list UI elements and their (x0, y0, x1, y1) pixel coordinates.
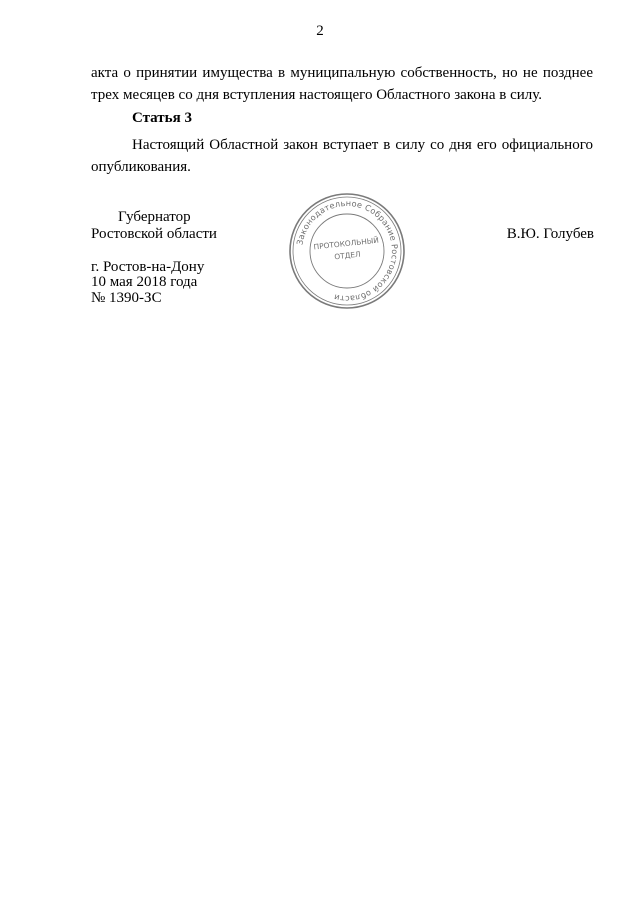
signer-region: Ростовской области (91, 226, 217, 242)
law-number: № 1390-ЗС (91, 290, 162, 306)
svg-text:Законодательное Собрание Росто: Законодательное Собрание Ростовской области (294, 197, 401, 305)
page-number: 2 (316, 23, 324, 39)
issue-date: 10 мая 2018 года (91, 274, 198, 290)
signer-title: Губернатор (118, 209, 191, 225)
paragraph-continuation: акта о принятии имущества в муниципальную собственность, но не позднее трех месяцев со дня вступления настоящего Областного закона в силу. (91, 65, 593, 103)
svg-text:ОТДЕЛ: ОТДЕЛ (333, 249, 362, 262)
issue-city: г. Ростов-на-Дону (91, 259, 205, 275)
paragraph-article-3: Настоящий Областной закон вступает в силу со дня его официального опубликования. (91, 137, 593, 175)
official-seal-stamp (287, 192, 407, 310)
signer-name: В.Ю. Голубев (506, 226, 594, 242)
svg-text:ПРОТОКОЛЬНЫЙ: ПРОТОКОЛЬНЫЙ (313, 235, 380, 252)
article-heading: Статья 3 (132, 110, 192, 126)
